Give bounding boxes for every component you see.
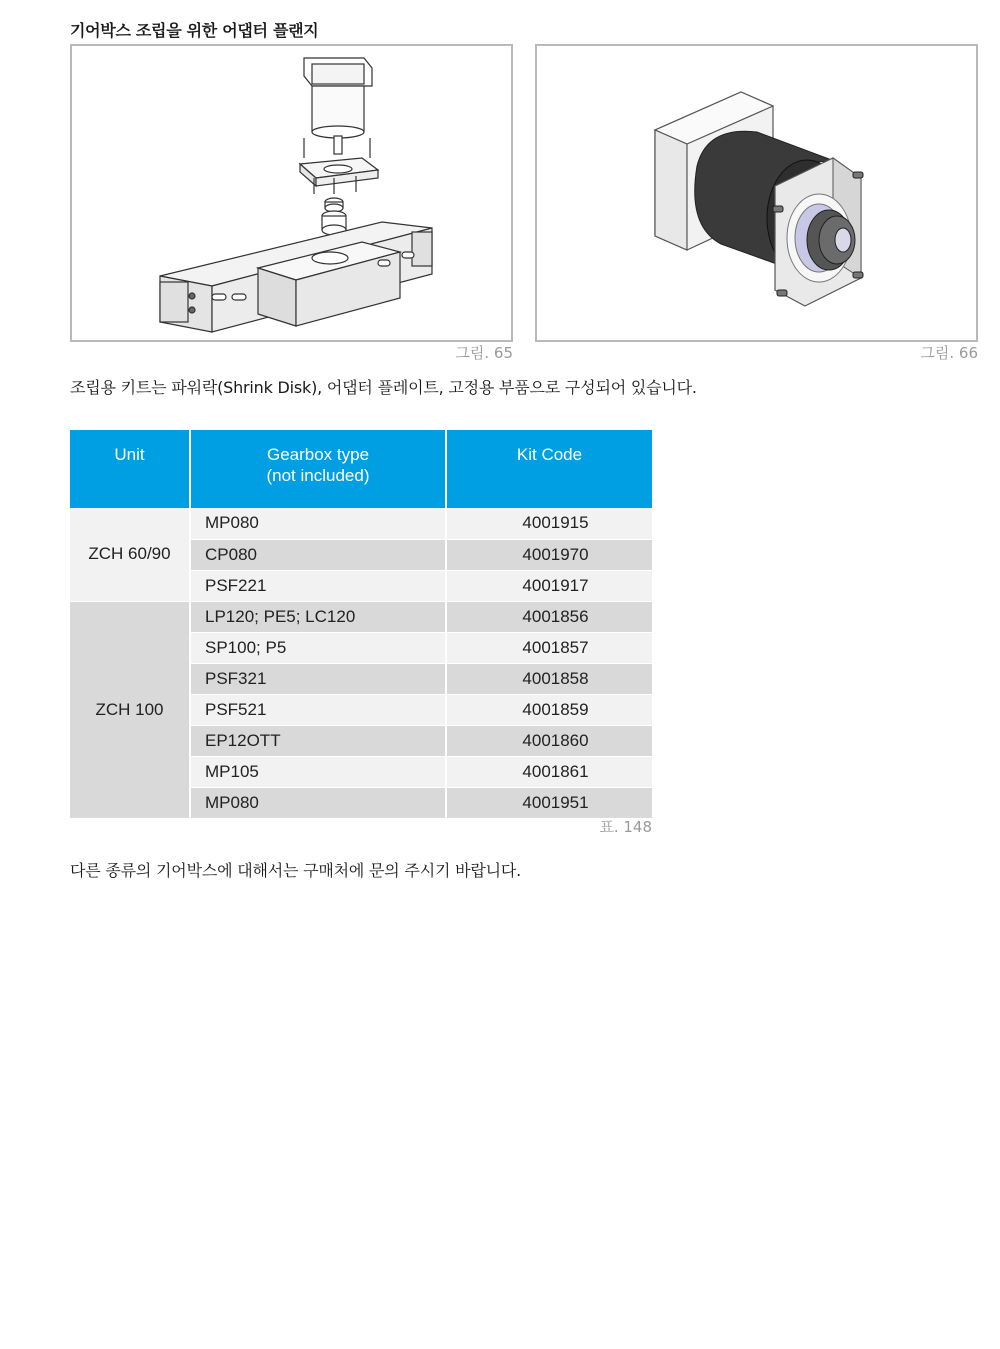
kit-code-cell: 4001861 (446, 756, 652, 787)
gearbox-type-cell: PSF521 (190, 694, 446, 725)
gearbox-flange-illustration (537, 46, 976, 340)
kit-code-cell: 4001860 (446, 725, 652, 756)
kit-code-cell: 4001859 (446, 694, 652, 725)
gearbox-type-cell: CP080 (190, 539, 446, 570)
gearbox-type-cell: PSF221 (190, 570, 446, 601)
header-kit-code: Kit Code (446, 430, 652, 508)
gearbox-type-cell: MP105 (190, 756, 446, 787)
kit-code-cell: 4001856 (446, 601, 652, 632)
gearbox-type-cell: LP120; PE5; LC120 (190, 601, 446, 632)
gearbox-type-cell: PSF321 (190, 663, 446, 694)
kit-code-cell: 4001857 (446, 632, 652, 663)
header-gearbox-type (190, 430, 446, 508)
figure-caption-66: 그림. 66 (920, 344, 978, 362)
table-row (70, 601, 652, 632)
kit-code-cell: 4001951 (446, 787, 652, 818)
table-header-row (70, 430, 652, 508)
kit-code-cell: 4001858 (446, 663, 652, 694)
header-gearbox-line2: (not included) (266, 466, 370, 485)
header-unit: Unit (70, 430, 190, 508)
exploded-assembly-illustration (72, 46, 511, 340)
kit-code-cell: 4001970 (446, 539, 652, 570)
outro-paragraph: 다른 종류의 기어박스에 대해서는 구매처에 문의 주시기 바랍니다. (70, 861, 522, 880)
gearbox-type-cell: MP080 (190, 787, 446, 818)
header-gearbox-line1: Gearbox type (266, 445, 370, 464)
table-row (70, 508, 652, 539)
section-title: 기어박스 조립을 위한 어댑터 플랜지 (70, 21, 319, 40)
unit-cell: ZCH 60/90 (70, 508, 190, 601)
kit-code-cell: 4001915 (446, 508, 652, 539)
intro-paragraph: 조립용 키트는 파워락(Shrink Disk), 어댑터 플레이트, 고정용 부품으로 구성되어 있습니다. (70, 378, 697, 397)
kit-code-cell: 4001917 (446, 570, 652, 601)
table-caption: 표. 148 (599, 818, 652, 836)
unit-cell: ZCH 100 (70, 601, 190, 818)
gearbox-type-cell: MP080 (190, 508, 446, 539)
gearbox-type-cell: EP12OTT (190, 725, 446, 756)
gearbox-type-cell: SP100; P5 (190, 632, 446, 663)
figure-exploded-assembly (70, 44, 513, 342)
figure-caption-65: 그림. 65 (455, 344, 513, 362)
figure-gearbox-flange (535, 44, 978, 342)
kit-code-table (70, 430, 652, 819)
